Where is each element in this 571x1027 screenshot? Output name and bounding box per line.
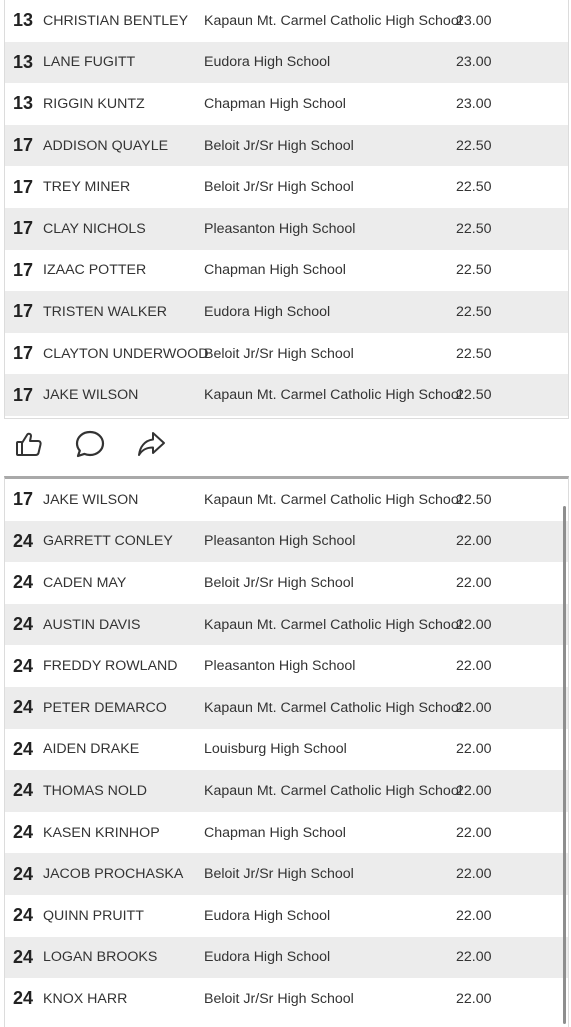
athlete-name: JACOB PROCHASKA bbox=[43, 866, 184, 883]
results-table-bottom bbox=[4, 476, 569, 1027]
rank: 24 bbox=[13, 614, 34, 635]
rank: 24 bbox=[13, 905, 34, 926]
thumbs-up-icon[interactable] bbox=[14, 429, 44, 459]
school-name: Kapaun Mt. Carmel Catholic High School bbox=[204, 387, 462, 404]
athlete-name: JAKE WILSON bbox=[43, 387, 139, 404]
table-row bbox=[5, 978, 568, 1020]
rank: 17 bbox=[13, 218, 34, 239]
rank: 24 bbox=[13, 946, 34, 967]
score: 22.00 bbox=[456, 574, 492, 591]
athlete-name: PETER DEMARCO bbox=[43, 699, 167, 716]
table-row bbox=[5, 333, 568, 375]
score: 23.00 bbox=[456, 95, 492, 112]
table-row bbox=[5, 521, 568, 563]
score: 22.00 bbox=[456, 824, 492, 841]
table-row bbox=[5, 374, 568, 416]
score: 22.00 bbox=[456, 990, 492, 1007]
score: 22.50 bbox=[456, 303, 492, 320]
comment-icon[interactable] bbox=[74, 429, 106, 459]
post-actions bbox=[14, 424, 166, 464]
athlete-name: LOGAN BROOKS bbox=[43, 949, 158, 966]
table-row bbox=[5, 812, 568, 854]
athlete-name: RIGGIN KUNTZ bbox=[43, 95, 145, 112]
athlete-name: KNOX HARR bbox=[43, 990, 128, 1007]
table-row bbox=[5, 687, 568, 729]
table-row bbox=[5, 291, 568, 333]
athlete-name: TREY MINER bbox=[43, 179, 131, 196]
school-name: Kapaun Mt. Carmel Catholic High School bbox=[204, 12, 462, 29]
table-row bbox=[5, 83, 568, 125]
school-name: Pleasanton High School bbox=[204, 658, 356, 675]
score: 22.50 bbox=[456, 220, 492, 237]
rank: 17 bbox=[13, 176, 34, 197]
school-name: Chapman High School bbox=[204, 824, 346, 841]
school-name: Beloit Jr/Sr High School bbox=[204, 345, 354, 362]
table-row bbox=[5, 0, 568, 42]
table-row bbox=[5, 770, 568, 812]
school-name: Eudora High School bbox=[204, 907, 331, 924]
rank: 24 bbox=[13, 738, 34, 759]
athlete-name: ADDISON QUAYLE bbox=[43, 137, 169, 154]
school-name: Eudora High School bbox=[204, 303, 331, 320]
score: 22.00 bbox=[456, 699, 492, 716]
rank: 24 bbox=[13, 863, 34, 884]
rank: 24 bbox=[13, 530, 34, 551]
table-row bbox=[5, 250, 568, 292]
rank: 17 bbox=[13, 135, 34, 156]
score: 22.50 bbox=[456, 491, 492, 508]
table-row bbox=[5, 479, 568, 521]
share-icon[interactable] bbox=[136, 429, 166, 459]
score: 22.00 bbox=[456, 741, 492, 758]
table-row bbox=[5, 208, 568, 250]
table-row bbox=[5, 125, 568, 167]
table-row bbox=[5, 166, 568, 208]
score: 22.50 bbox=[456, 262, 492, 279]
school-name: Beloit Jr/Sr High School bbox=[204, 866, 354, 883]
table-row bbox=[5, 562, 568, 604]
athlete-name: GARRETT CONLEY bbox=[43, 533, 173, 550]
rank: 24 bbox=[13, 655, 34, 676]
school-name: Kapaun Mt. Carmel Catholic High School bbox=[204, 491, 462, 508]
school-name: Beloit Jr/Sr High School bbox=[204, 990, 354, 1007]
score: 23.00 bbox=[456, 12, 492, 29]
rank: 13 bbox=[13, 10, 34, 31]
results-table-top bbox=[4, 0, 569, 419]
athlete-name: CLAYTON UNDERWOOD bbox=[43, 345, 209, 362]
score: 22.00 bbox=[456, 866, 492, 883]
athlete-name: CADEN MAY bbox=[43, 574, 127, 591]
school-name: Beloit Jr/Sr High School bbox=[204, 574, 354, 591]
rank: 17 bbox=[13, 489, 34, 510]
rank: 24 bbox=[13, 780, 34, 801]
school-name: Chapman High School bbox=[204, 95, 346, 112]
rank: 17 bbox=[13, 384, 34, 405]
score: 22.00 bbox=[456, 658, 492, 675]
school-name: Pleasanton High School bbox=[204, 533, 356, 550]
school-name: Beloit Jr/Sr High School bbox=[204, 179, 354, 196]
score: 22.00 bbox=[456, 782, 492, 799]
school-name: Beloit Jr/Sr High School bbox=[204, 137, 354, 154]
athlete-name: IZAAC POTTER bbox=[43, 262, 147, 279]
score: 22.00 bbox=[456, 616, 492, 633]
score: 22.50 bbox=[456, 179, 492, 196]
rank: 17 bbox=[13, 343, 34, 364]
athlete-name: JAKE WILSON bbox=[43, 491, 139, 508]
school-name: Kapaun Mt. Carmel Catholic High School bbox=[204, 699, 462, 716]
score: 22.00 bbox=[456, 533, 492, 550]
athlete-name: KASEN KRINHOP bbox=[43, 824, 160, 841]
athlete-name: LANE FUGITT bbox=[43, 54, 136, 71]
score: 22.50 bbox=[456, 345, 492, 362]
rank: 17 bbox=[13, 259, 34, 280]
rank: 24 bbox=[13, 697, 34, 718]
rank: 17 bbox=[13, 301, 34, 322]
rank: 13 bbox=[13, 93, 34, 114]
athlete-name: CHRISTIAN BENTLEY bbox=[43, 12, 189, 29]
scrollbar[interactable] bbox=[563, 506, 566, 1024]
athlete-name: AUSTIN DAVIS bbox=[43, 616, 141, 633]
school-name: Kapaun Mt. Carmel Catholic High School bbox=[204, 782, 462, 799]
athlete-name: FREDDY ROWLAND bbox=[43, 658, 178, 675]
school-name: Chapman High School bbox=[204, 262, 346, 279]
school-name: Eudora High School bbox=[204, 54, 331, 71]
athlete-name: QUINN PRUITT bbox=[43, 907, 144, 924]
rank: 13 bbox=[13, 51, 34, 72]
score: 22.00 bbox=[456, 907, 492, 924]
score: 23.00 bbox=[456, 54, 492, 71]
table-row bbox=[5, 895, 568, 937]
athlete-name: AIDEN DRAKE bbox=[43, 741, 140, 758]
athlete-name: CLAY NICHOLS bbox=[43, 220, 146, 237]
athlete-name: THOMAS NOLD bbox=[43, 782, 148, 799]
rank: 24 bbox=[13, 822, 34, 843]
score: 22.50 bbox=[456, 137, 492, 154]
school-name: Kapaun Mt. Carmel Catholic High School bbox=[204, 616, 462, 633]
table-row bbox=[5, 853, 568, 895]
school-name: Eudora High School bbox=[204, 949, 331, 966]
rank: 24 bbox=[13, 988, 34, 1009]
table-row bbox=[5, 937, 568, 979]
rank: 24 bbox=[13, 572, 34, 593]
table-row bbox=[5, 645, 568, 687]
score: 22.50 bbox=[456, 387, 492, 404]
table-row bbox=[5, 604, 568, 646]
school-name: Louisburg High School bbox=[204, 741, 347, 758]
athlete-name: TRISTEN WALKER bbox=[43, 303, 168, 320]
score: 22.00 bbox=[456, 949, 492, 966]
school-name: Pleasanton High School bbox=[204, 220, 356, 237]
table-row bbox=[5, 729, 568, 771]
table-row bbox=[5, 42, 568, 84]
